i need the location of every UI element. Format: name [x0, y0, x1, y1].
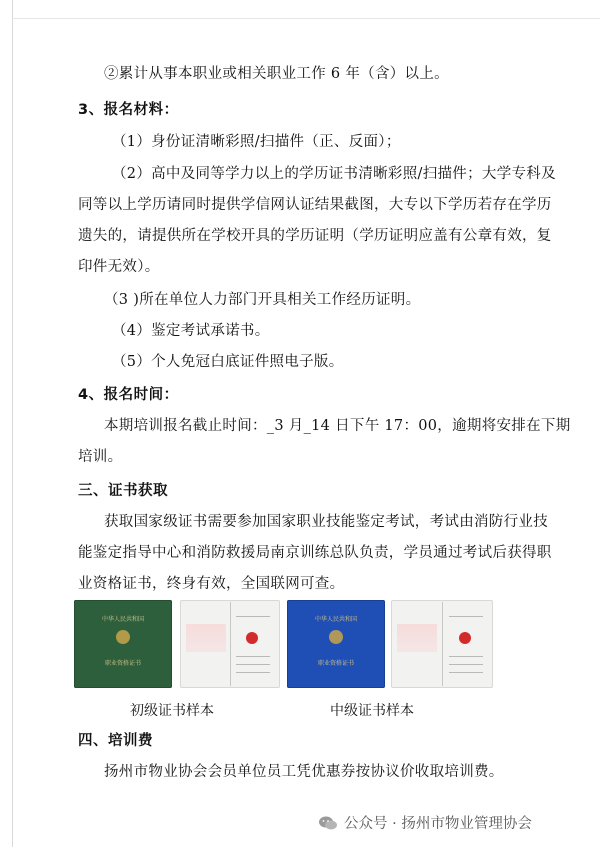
- certificate-text-line-3: 业资格证书，终身有效，全国联网可查。: [78, 576, 345, 592]
- certificate-spine: [442, 602, 443, 686]
- caption-mid-sample: 中级证书样本: [330, 703, 414, 719]
- cover-small-text: 中华人民共和国: [314, 616, 358, 623]
- section-heading-materials: 3、报名材料：: [78, 102, 179, 118]
- red-emblem-icon: [459, 632, 471, 644]
- cover-title: 职业资格证书: [317, 660, 355, 667]
- material-item-1: （1）身份证清晰彩照/扫描件（正、反面）；: [112, 134, 401, 150]
- section-heading-time: 4、报名时间：: [78, 387, 179, 403]
- material-item-2-line-3: 遗失的，请提供所在学校开具的学历证明（学历证明应盖有公章有效，复: [78, 228, 552, 244]
- fee-text: 扬州市物业协会会员单位员工凭优惠券按协议价收取培训费。: [104, 764, 504, 780]
- text-line-decor: [449, 656, 483, 657]
- material-item-2-line-4: 印件无效）。: [78, 259, 160, 275]
- wechat-account-watermark: [318, 812, 532, 833]
- certificate-spine: [230, 602, 231, 686]
- text-line-decor: [236, 616, 270, 617]
- material-item-4: （4）鉴定考试承诺书。: [112, 323, 270, 339]
- section-heading-certificate: 三、证书获取: [78, 483, 168, 499]
- cover-small-text: 中华人民共和国: [101, 616, 145, 623]
- requirement-line: ②累计从事本职业或相关职业工作 6 年（含）以上。: [104, 66, 449, 82]
- junior-certificate-inner-image: [180, 600, 280, 688]
- certificate-photo-area: [397, 624, 437, 652]
- certificate-photo-area: [186, 624, 226, 652]
- page-border-left: [12, 0, 13, 847]
- deadline-line-2: 培训。: [78, 449, 123, 465]
- national-emblem-icon: [116, 630, 130, 644]
- certificate-text-line-1: 获取国家级证书需要参加国家职业技能鉴定考试，考试由消防行业技: [104, 514, 548, 530]
- cover-title: 职业资格证书: [104, 660, 142, 667]
- text-line-decor: [236, 656, 270, 657]
- wechat-icon: [318, 815, 338, 831]
- material-item-2-line-1: （2）高中及同等学力以上的学历证书清晰彩照/扫描件；大学专科及: [112, 166, 556, 182]
- material-item-2-line-2: 同等以上学历请同时提供学信网认证结果截图，大专以下学历若存在学历: [78, 197, 552, 213]
- deadline-line-1: 本期培训报名截止时间：_3 月_14 日下午 17：00，逾期将安排在下期: [104, 418, 571, 434]
- junior-certificate-cover-image: [74, 600, 172, 688]
- mid-certificate-inner-image: [391, 600, 493, 688]
- text-line-decor: [449, 672, 483, 673]
- text-line-decor: [449, 616, 483, 617]
- material-item-3: （3 )所在单位人力部门开具相关工作经历证明。: [104, 292, 421, 308]
- material-item-5: （5）个人免冠白底证件照电子版。: [112, 354, 344, 370]
- certificate-text-line-2: 能鉴定指导中心和消防救援局南京训练总队负责，学员通过考试后获得职: [78, 545, 552, 561]
- section-heading-fee: 四、培训费: [78, 733, 153, 749]
- footer-text: 公众号 · 扬州市物业管理协会: [344, 816, 532, 832]
- red-emblem-icon: [246, 632, 258, 644]
- text-line-decor: [236, 664, 270, 665]
- caption-junior-sample: 初级证书样本: [130, 703, 214, 719]
- page-border-top: [12, 18, 600, 19]
- national-emblem-icon: [329, 630, 343, 644]
- text-line-decor: [449, 664, 483, 665]
- mid-certificate-cover-image: [287, 600, 385, 688]
- text-line-decor: [236, 672, 270, 673]
